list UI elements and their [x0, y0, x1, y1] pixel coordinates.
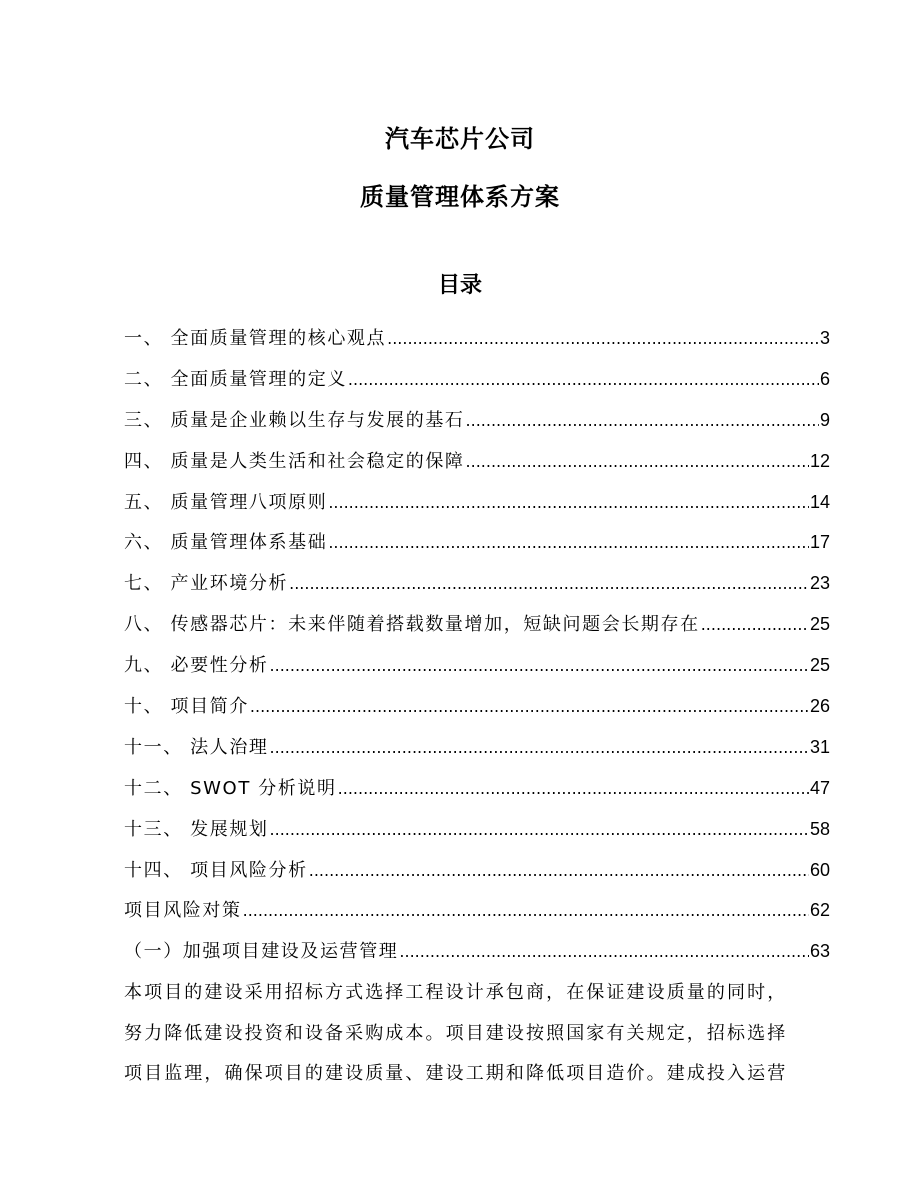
toc-entry-title: 九、 必要性分析: [124, 655, 269, 677]
document-title: 汽车芯片公司: [385, 125, 535, 153]
toc-entry-page-number: 17: [809, 532, 830, 553]
toc-entry-title: 十三、 发展规划: [124, 818, 269, 840]
toc-entry-page-number: 6: [819, 368, 830, 389]
toc-entry-page-number: 26: [809, 696, 830, 717]
toc-dot-leader: [466, 442, 809, 483]
toc-entry-title: （一）加强项目建设及运营管理: [124, 941, 399, 963]
toc-entry[interactable]: [124, 645, 830, 686]
toc-entry[interactable]: [124, 359, 830, 400]
toc-dot-leader: [338, 769, 809, 810]
toc-entry-page-number: 63: [809, 941, 830, 962]
toc-entry-title: 六、 质量管理体系基础: [124, 532, 328, 554]
toc-entry-page-number: 47: [809, 777, 830, 798]
toc-entry-page-number: 23: [809, 573, 830, 594]
toc-heading: 目录: [437, 273, 482, 298]
toc-entry-page-number: 25: [809, 614, 830, 635]
toc-entry-page-number: 12: [809, 450, 830, 471]
toc-entry[interactable]: [124, 768, 830, 809]
toc-dot-leader: [328, 483, 809, 524]
toc-entry-title: 十四、 项目风险分析: [124, 859, 308, 881]
toc-dot-leader: [289, 564, 809, 605]
toc-dot-leader: [399, 932, 809, 973]
toc-entry[interactable]: [124, 727, 830, 768]
toc-entry[interactable]: [124, 522, 830, 563]
toc-dot-leader: [270, 646, 809, 687]
toc-entry-page-number: 58: [809, 818, 830, 839]
toc-dot-leader: [309, 851, 809, 892]
toc-entry[interactable]: [124, 400, 830, 441]
toc-entry[interactable]: [124, 318, 830, 359]
toc-entry-title: 八、 传感器芯片：未来伴随着搭载数量增加，短缺问题会长期存在: [124, 614, 700, 636]
toc-entry-page-number: 25: [809, 655, 830, 676]
toc-entry-title: 七、 产业环境分析: [124, 573, 289, 595]
table-of-contents: [124, 318, 830, 972]
toc-entry-page-number: 62: [809, 900, 830, 921]
toc-entry-title: 项目风险对策: [124, 900, 242, 922]
toc-entry[interactable]: [124, 809, 830, 850]
toc-dot-leader: [387, 319, 819, 360]
toc-entry[interactable]: [124, 441, 830, 482]
toc-dot-leader: [270, 810, 809, 851]
toc-entry-page-number: 60: [809, 859, 830, 880]
toc-dot-leader: [348, 360, 819, 401]
toc-entry-page-number: 3: [819, 328, 830, 348]
toc-dot-leader: [250, 687, 809, 728]
toc-dot-leader: [270, 728, 809, 769]
toc-dot-leader: [328, 523, 809, 564]
toc-entry-title: 十一、 法人治理: [124, 736, 269, 758]
toc-entry[interactable]: [124, 686, 830, 727]
toc-entry[interactable]: [124, 850, 830, 891]
toc-entry-page-number: 14: [809, 491, 830, 512]
toc-dot-leader: [243, 891, 809, 932]
toc-entry-page-number: 31: [809, 736, 830, 757]
body-text-line: 本项目的建设采用招标方式选择工程设计承包商，在保证建设质量的同时，: [124, 982, 788, 1003]
toc-dot-leader: [701, 605, 809, 646]
toc-entry-title: 四、 质量是人类生活和社会稳定的保障: [124, 450, 465, 472]
toc-entry-title: 五、 质量管理八项原则: [124, 491, 328, 513]
body-text-line: 努力降低建设投资和设备采购成本。项目建设按照国家有关规定，招标选择: [124, 1022, 788, 1044]
toc-entry-title: 二、 全面质量管理的定义: [124, 368, 347, 390]
toc-entry-title: 十、 项目简介: [124, 696, 249, 718]
toc-entry[interactable]: [124, 931, 830, 972]
body-paragraph: [124, 973, 834, 1095]
body-text-line: 项目监理，确保项目的建设质量、建设工期和降低项目造价。建成投入运营: [124, 1063, 788, 1084]
toc-entry-title: 三、 质量是企业赖以生存与发展的基石: [124, 409, 465, 431]
toc-entry-title: 十二、 SWOT 分析说明: [124, 777, 337, 799]
toc-entry[interactable]: [124, 890, 830, 931]
toc-entry[interactable]: [124, 604, 830, 645]
toc-entry-page-number: 9: [819, 409, 830, 430]
toc-dot-leader: [466, 401, 819, 442]
document-subtitle: 质量管理体系方案: [360, 183, 560, 211]
toc-entry[interactable]: [124, 482, 830, 523]
toc-entry-title: 一、 全面质量管理的核心观点: [124, 328, 387, 349]
toc-entry[interactable]: [124, 563, 830, 604]
